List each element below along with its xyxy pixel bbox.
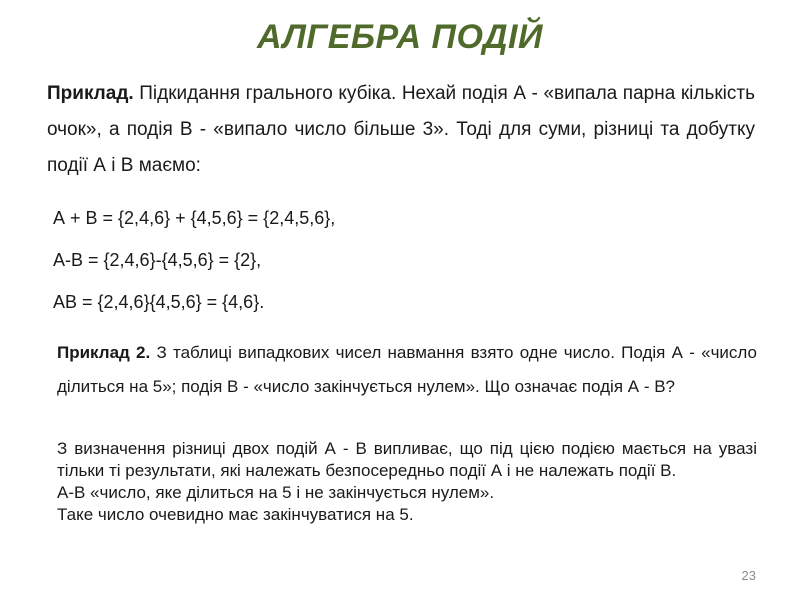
- slide-title: АЛГЕБРА ПОДІЙ: [257, 18, 543, 56]
- formula-sum: А + В = {2,4,6} + {4,5,6} = {2,4,5,6},: [53, 208, 336, 228]
- example-1-text: Підкидання грального кубіка. Нехай подія А - «випала парна кількість очок», а подія В - «випало число більше 3». Тоді для суми, різниці та добутку події А і В маємо:: [47, 83, 755, 176]
- explanation-line-3: Таке число очевидно має закінчуватися на 5.: [57, 505, 414, 524]
- formula-list: [53, 197, 335, 323]
- explanation-line-2: А-В «число, яке ділиться на 5 і не закінчується нулем».: [57, 483, 495, 502]
- page-number: 23: [741, 568, 756, 583]
- formula-product: АВ = {2,4,6}{4,5,6} = {4,6}.: [53, 292, 265, 312]
- example-2-paragraph: [57, 336, 757, 404]
- example-1-label: Приклад.: [47, 83, 134, 104]
- example-2-label: Приклад 2.: [57, 343, 151, 362]
- example-2-text: З таблиці випадкових чисел навмання взято одне число. Подія А - «число ділиться на 5»; подія В - «число закінчується нулем». Що означає подія А - В?: [57, 343, 757, 396]
- explanation-text: З визначення різниці двох подій А - В випливає, що під цією подією мається на увазі тільки ті результати, які належать безпосередньо події А і не належать події В.: [57, 439, 757, 480]
- explanation-block: [57, 438, 757, 526]
- formula-difference: А-В = {2,4,6}-{4,5,6} = {2},: [53, 250, 262, 270]
- example-1-paragraph: [47, 76, 755, 184]
